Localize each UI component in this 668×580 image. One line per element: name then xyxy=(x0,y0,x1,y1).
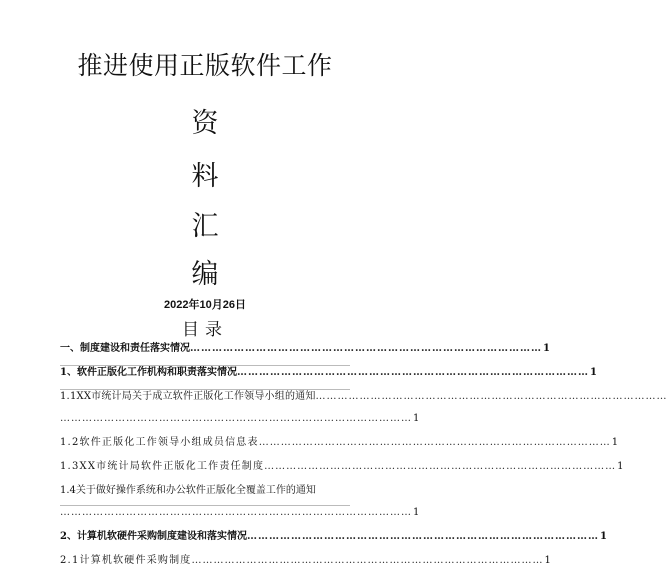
cover-char-1: 资 xyxy=(191,108,219,139)
toc-page-number: 1 xyxy=(611,437,619,448)
toc-entry[interactable] xyxy=(60,342,550,355)
toc-leader: …………………………………………………………………………………… xyxy=(246,531,599,542)
cover-char-4: 编 xyxy=(191,259,219,290)
toc-entry-text: 2、计算机软硬件采购制度建设和落实情况 xyxy=(60,531,247,542)
document-date: 2022年10月26日 xyxy=(164,299,246,311)
toc-entry-text: 1、软件正版化工作机构和职责落实情况 xyxy=(60,367,237,378)
toc-leader: …………………………………………………………………………………… xyxy=(60,413,412,424)
toc-page-number: 1 xyxy=(599,531,607,542)
toc-page-number: 1 xyxy=(589,367,597,378)
document-title: 推进使用正版软件工作 xyxy=(77,51,333,80)
toc-page-number: 1 xyxy=(543,343,550,354)
toc-leader: …………………………………………………………………………………… xyxy=(315,391,668,402)
toc-entry[interactable] xyxy=(60,436,619,449)
toc-entry-text: 1.2软件正版化工作领导小组成员信息表 xyxy=(60,437,259,448)
toc-leader: …………………………………………………………………………………… xyxy=(190,343,542,354)
toc-separator xyxy=(60,365,350,366)
toc-entry-text: 一、制度建设和责任落实情况 xyxy=(60,343,190,354)
toc-page-number: 1 xyxy=(617,461,624,472)
toc-entry-text: 1.3XX市统计局软件正版化工作责任制度 xyxy=(60,461,265,472)
cover-char-3: 汇 xyxy=(191,211,219,242)
toc-heading: 目录 xyxy=(182,320,228,340)
cover-char-2: 料 xyxy=(191,161,219,192)
toc-page-number: 1 xyxy=(544,555,551,566)
toc-leader: …………………………………………………………………………………… xyxy=(236,367,589,378)
toc-separator xyxy=(60,505,350,506)
toc-entry[interactable] xyxy=(60,484,420,519)
toc-separator xyxy=(60,389,350,390)
toc-leader: …………………………………………………………………………………… xyxy=(60,507,412,518)
toc-entry-text: 2.1计算机软硬件采购制度 xyxy=(60,555,192,566)
toc-entry[interactable] xyxy=(60,460,624,473)
toc-page-number: 1 xyxy=(413,413,420,424)
toc-entry[interactable] xyxy=(60,530,607,543)
toc-leader: …………………………………………………………………………………… xyxy=(264,461,617,472)
toc-entry-text: 1.1XX市统计局关于成立软件正版化工作领导小组的通知 xyxy=(60,391,316,402)
toc-entry[interactable] xyxy=(60,390,668,425)
toc-entry[interactable] xyxy=(60,554,551,567)
toc-leader: …………………………………………………………………………………… xyxy=(258,437,611,448)
toc-leader: …………………………………………………………………………………… xyxy=(191,555,544,566)
toc-page-number: 1 xyxy=(413,507,420,518)
toc-entry[interactable] xyxy=(60,366,597,379)
table-of-contents xyxy=(60,342,668,567)
toc-entry-text: 1.4关于做好操作系统和办公软件正版化全覆盖工作的通知 xyxy=(60,485,316,496)
